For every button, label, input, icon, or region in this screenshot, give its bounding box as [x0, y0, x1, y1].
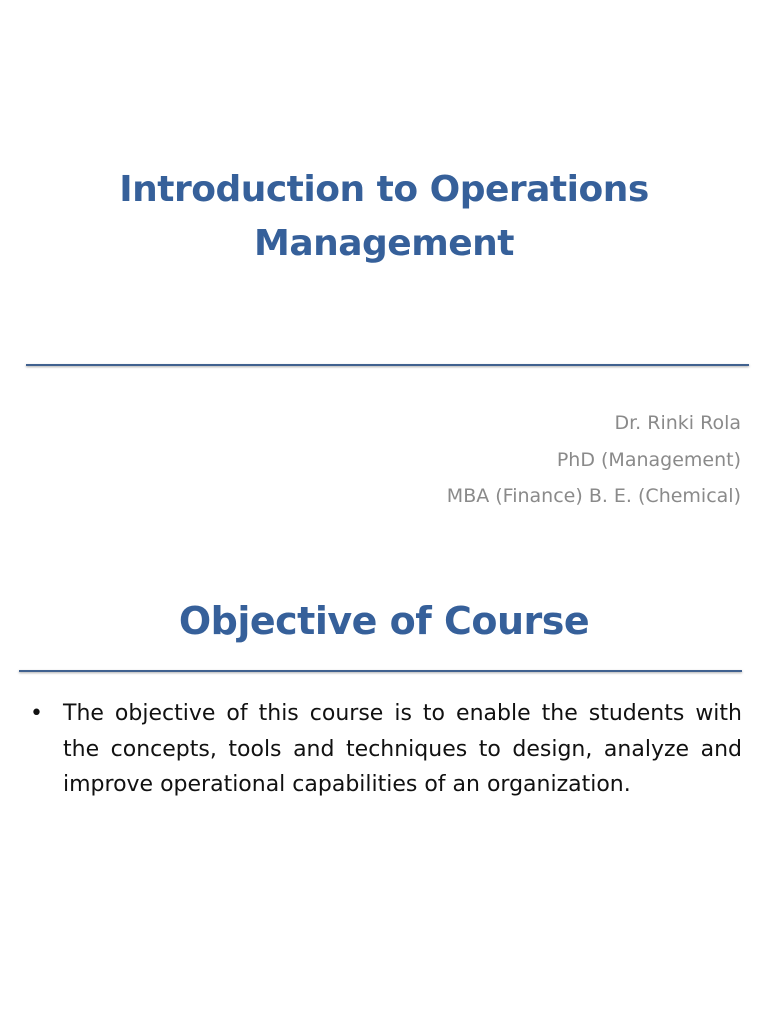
objective-divider: [19, 670, 742, 672]
objective-bullet-list: [30, 696, 742, 803]
author-degree-phd: PhD (Management): [556, 448, 741, 471]
title-line-2: Management: [254, 223, 514, 264]
author-block: [447, 405, 741, 515]
title-divider: [26, 364, 749, 366]
objective-bullet-item: [30, 696, 742, 803]
objective-title: Objective of Course: [178, 599, 590, 643]
bullet-icon: •: [30, 701, 43, 726]
title-line-1: Introduction to Operations: [119, 169, 649, 210]
objective-bullet-text: The objective of this course is to enable the students with the concepts, tools and techniques to design, analyze and improve operational capabilities of an organization.: [63, 701, 742, 798]
author-degree-mba: MBA (Finance) B. E. (Chemical): [446, 485, 741, 507]
author-name: Dr. Rinki Rola: [614, 412, 741, 434]
presentation-title: [60, 163, 708, 271]
